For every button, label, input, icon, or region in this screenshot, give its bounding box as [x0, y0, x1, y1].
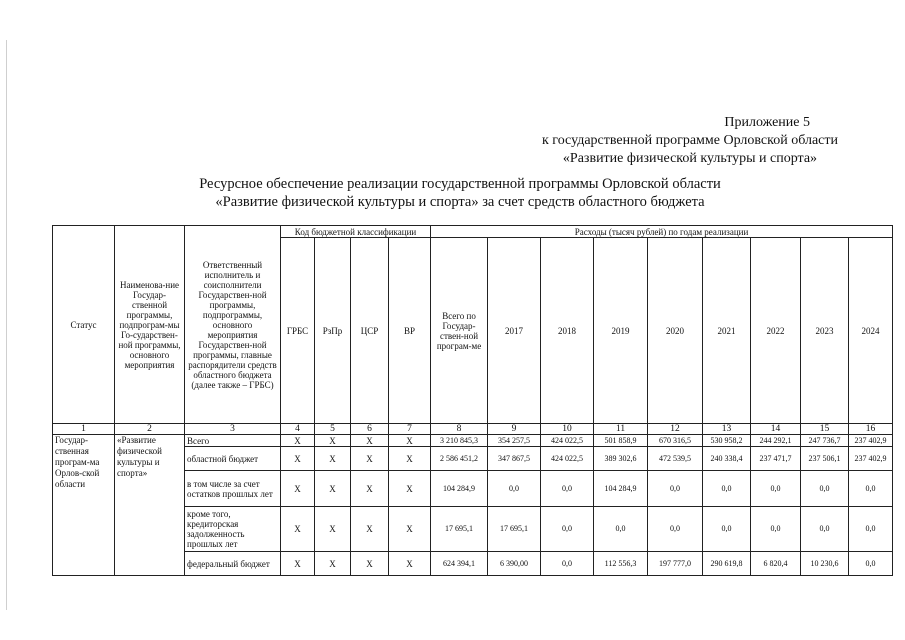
year-value-cell: 197 777,0 [648, 552, 703, 576]
header-year: 2021 [703, 238, 751, 424]
code-cell: X [281, 447, 315, 471]
year-value-cell: 0,0 [849, 507, 893, 552]
year-value-cell: 6 390,00 [488, 552, 541, 576]
column-number: 14 [751, 424, 801, 435]
year-value-cell: 472 539,5 [648, 447, 703, 471]
page-edge-line [6, 40, 7, 610]
column-number: 6 [351, 424, 389, 435]
year-value-cell: 0,0 [751, 471, 801, 507]
column-number: 5 [315, 424, 351, 435]
year-value-cell: 244 292,1 [751, 435, 801, 447]
year-value-cell: 0,0 [648, 507, 703, 552]
header-year: 2019 [594, 238, 648, 424]
column-number: 4 [281, 424, 315, 435]
column-number: 8 [431, 424, 488, 435]
year-value-cell: 530 958,2 [703, 435, 751, 447]
code-cell: X [351, 447, 389, 471]
appendix-number: Приложение 5 [724, 115, 810, 130]
column-number-row [53, 424, 893, 435]
year-value-cell: 354 257,5 [488, 435, 541, 447]
column-number: 11 [594, 424, 648, 435]
code-cell: X [315, 471, 351, 507]
year-value-cell: 424 022,5 [541, 447, 594, 471]
year-value-cell: 237 506,1 [801, 447, 849, 471]
column-number: 3 [185, 424, 281, 435]
year-value-cell: 237 471,7 [751, 447, 801, 471]
year-value-cell: 237 402,9 [849, 447, 893, 471]
header-year: 2023 [801, 238, 849, 424]
year-value-cell: 247 736,7 [801, 435, 849, 447]
total-value-cell: 3 210 845,3 [431, 435, 488, 447]
header-year: 2022 [751, 238, 801, 424]
appendix-program-name: «Развитие физической культуры и спорта» [562, 151, 818, 166]
code-cell: X [389, 471, 431, 507]
code-cell: X [281, 471, 315, 507]
year-value-cell: 347 867,5 [488, 447, 541, 471]
code-cell: X [315, 552, 351, 576]
header-grbs: ГРБС [281, 238, 315, 424]
total-value-cell: 17 695,1 [431, 507, 488, 552]
year-value-cell: 0,0 [751, 507, 801, 552]
code-cell: X [389, 507, 431, 552]
total-value-cell: 104 284,9 [431, 471, 488, 507]
year-value-cell: 0,0 [594, 507, 648, 552]
year-value-cell: 0,0 [703, 507, 751, 552]
year-value-cell: 0,0 [703, 471, 751, 507]
code-cell: X [389, 447, 431, 471]
code-cell: X [351, 552, 389, 576]
year-value-cell: 237 402,9 [849, 435, 893, 447]
year-value-cell: 0,0 [541, 507, 594, 552]
column-number: 2 [115, 424, 185, 435]
year-value-cell: 389 302,6 [594, 447, 648, 471]
funding-source-cell: Всего [185, 435, 281, 447]
code-cell: X [351, 507, 389, 552]
code-cell: X [315, 447, 351, 471]
appendix-program-ref: к государственной программе Орловской области [542, 133, 838, 148]
funding-source-cell: федеральный бюджет [185, 552, 281, 576]
year-value-cell: 0,0 [849, 471, 893, 507]
column-number: 10 [541, 424, 594, 435]
header-year: 2017 [488, 238, 541, 424]
header-csr: ЦСР [351, 238, 389, 424]
year-value-cell: 424 022,5 [541, 435, 594, 447]
column-number: 7 [389, 424, 431, 435]
code-cell: X [351, 435, 389, 447]
column-number: 12 [648, 424, 703, 435]
status-cell: Государ-ственная програм-ма Орлов-ской области [53, 435, 115, 576]
header-expenses-group: Расходы (тысяч рублей) по годам реализации [431, 226, 893, 238]
total-value-cell: 624 394,1 [431, 552, 488, 576]
funding-source-cell: в том числе за счет остатков прошлых лет [185, 471, 281, 507]
year-value-cell: 112 556,3 [594, 552, 648, 576]
table-row [53, 435, 893, 447]
code-cell: X [281, 507, 315, 552]
year-value-cell: 104 284,9 [594, 471, 648, 507]
header-total: Всего по Государ-ствен-ной програм-ме [431, 238, 488, 424]
year-value-cell: 670 316,5 [648, 435, 703, 447]
appendix-header [525, 114, 855, 168]
year-value-cell: 17 695,1 [488, 507, 541, 552]
year-value-cell: 10 230,6 [801, 552, 849, 576]
program-name-cell: «Развитие физической культуры и спорта» [115, 435, 185, 576]
code-cell: X [281, 552, 315, 576]
header-responsible: Ответственный исполнитель и соисполнители Государствен-ной программы, подпрограммы, основного мероприятия Государствен-ной программы, главные распорядители средств областного бюджета (далее также – ГРБС) [185, 226, 281, 424]
header-rzpr: РзПр [315, 238, 351, 424]
code-cell: X [315, 435, 351, 447]
total-value-cell: 2 586 451,2 [431, 447, 488, 471]
header-codes-group: Код бюджетной классификации [281, 226, 431, 238]
year-value-cell: 501 858,9 [594, 435, 648, 447]
year-value-cell: 6 820,4 [751, 552, 801, 576]
resource-table [52, 225, 893, 576]
document-title [160, 175, 760, 211]
code-cell: X [351, 471, 389, 507]
header-status: Статус [53, 226, 115, 424]
column-number: 13 [703, 424, 751, 435]
column-number: 9 [488, 424, 541, 435]
year-value-cell: 290 619,8 [703, 552, 751, 576]
code-cell: X [389, 552, 431, 576]
funding-source-cell: кроме того, кредиторская задолженность прошлых лет [185, 507, 281, 552]
header-year: 2018 [541, 238, 594, 424]
column-number: 16 [849, 424, 893, 435]
code-cell: X [315, 507, 351, 552]
year-value-cell: 0,0 [849, 552, 893, 576]
year-value-cell: 240 338,4 [703, 447, 751, 471]
code-cell: X [281, 435, 315, 447]
year-value-cell: 0,0 [801, 507, 849, 552]
year-value-cell: 0,0 [488, 471, 541, 507]
column-number: 1 [53, 424, 115, 435]
header-vr: ВР [389, 238, 431, 424]
funding-source-cell: областной бюджет [185, 447, 281, 471]
year-value-cell: 0,0 [801, 471, 849, 507]
header-year: 2020 [648, 238, 703, 424]
column-number: 15 [801, 424, 849, 435]
title-line-1: Ресурсное обеспечение реализации государственной программы Орловской области [199, 176, 721, 192]
code-cell: X [389, 435, 431, 447]
header-year: 2024 [849, 238, 893, 424]
year-value-cell: 0,0 [541, 471, 594, 507]
year-value-cell: 0,0 [541, 552, 594, 576]
title-line-2: «Развитие физической культуры и спорта» за счет средств областного бюджета [215, 194, 705, 210]
header-name: Наименова-ние Государ-ственной программы, подпрограм-мы Го-сударствен-ной программы, основного мероприятия [115, 226, 185, 424]
year-value-cell: 0,0 [648, 471, 703, 507]
